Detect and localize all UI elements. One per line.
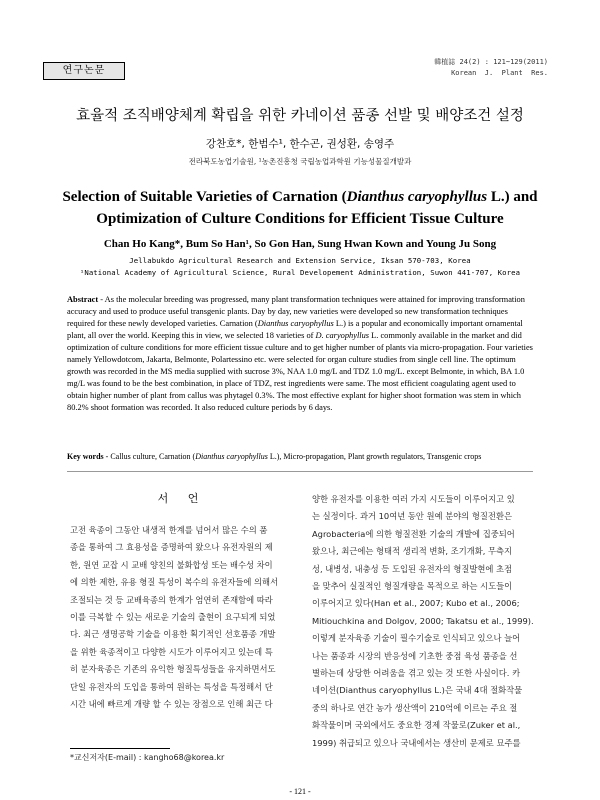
abstract-text-3: L. commonly available in the market and did optimization of culture conditions for more efficient tissue culture and to get higher number of plants via micro-propagation. Four varieties namely Yellowdotcom, Jakarta, Belmonte, Polartessino etc. were selected for organ culture studies from single cell line. The optimum growth was recorded in the MS media supplied with sucrose 3%, NAA 1.0 mg/L and TDZ 1.0 mg/L. except Belmonte, in which, BA 1.0 mg/L was found to be the best combination, in place of TDZ, rest ingredients were same. The most efficient coagulating agent used to obtain higher number of plant from callus was phytagel 0.3%. The most effective explant for higher shoot formation was stem in which 80.2% shoot formation was recorded. It also reduced culture periods by 6 days. (67, 331, 533, 412)
corresponding-author-footnote: *교신저자(E-mail) : kangho68@korea.kr (70, 753, 225, 762)
section-title: 서 언 (157, 492, 207, 505)
body-line: 별하는데 상당한 어려움을 겪고 있는 것 또한 사실이다. 카 (312, 668, 521, 679)
body-line: 히 분자육종은 기존의 유익한 형질특성들을 유지하면서도 (70, 664, 276, 675)
body-line: 단일 유전자의 도입을 통하여 원하는 특성을 특정해서 단 (70, 681, 273, 692)
body-line: 는 실정이다. 과거 10여년 동안 원예 분야의 형질전환은 (312, 511, 512, 522)
english-title (30, 186, 570, 230)
korean-title: 효율적 조직배양체계 확립을 위한 카네이션 품종 선발 및 배양조건 설정 (76, 108, 524, 124)
body-line: 나는 품종과 시장의 반응성에 기초한 중점 육성 품종을 선 (312, 650, 518, 661)
keywords (67, 451, 547, 463)
page-number: - 121 - (289, 787, 311, 796)
body-line: 중의 하나로 연간 농가 생산액이 210억에 이르는 주요 절 (312, 702, 518, 713)
english-title-part-1: Selection of Suitable Varieties of Carnation ( (62, 189, 347, 205)
body-line: Mitiouchkina and Dolgov, 2000; Takatsu et al., 1999). (312, 615, 534, 626)
body-line: 화작물이며 국외에서도 중요한 경제 작물로(Zuker et al., (312, 720, 521, 731)
english-title-species: Dianthus caryophyllus (346, 189, 488, 205)
article-type-tag: 연구논문 (43, 62, 125, 80)
body-line: 이루어지고 있다(Han et al., 2007; Kubo et al., 2006; (312, 598, 520, 609)
abstract-text-1: - As the molecular breeding was progressed, many plant transformation techniques were attained for improving transformation accuracy and used to produce useful transgenic plants. Day by day, new varieties were developed so new transformation techniques required for these newly developed varieties. Carnation ( (67, 295, 525, 328)
body-line: 1999) 취급되고 있으나 국내에서는 생산비 문제로 묘주를 (312, 737, 521, 748)
body-line: 에 의한 제한, 유용 형질 특성이 복수의 유전자들에 의해서 (70, 577, 279, 588)
keywords-text-2: L.), Micro-propagation, Plant growth regulators, Transgenic crops (267, 452, 482, 461)
body-line: 네이션(Dianthus caryophyllus L.)은 국내 4대 절화작물 (312, 685, 523, 696)
body-line: 종을 통하여 그 효용성을 증명하여 왔으나 유전자원의 제 (70, 542, 273, 553)
body-line: 다. 최근 생명공학 기술을 이용한 획기적인 선호품종 개발 (70, 629, 276, 640)
body-line: 을 맞추어 실질적인 형질개량을 목적으로 하는 시도들이 (312, 581, 513, 592)
body-line: 조절되는 것 등 교배육종의 한계가 엄연히 존재함에 따라 (70, 594, 273, 605)
body-line: 을 위한 육종적이고 다양한 시도가 이루어지고 있는데 특 (70, 646, 273, 657)
english-authors: Chan Ho Kang*, Bum So Han¹, So Gon Han, Sung Hwan Kown and Young Ju Song (103, 238, 497, 250)
keywords-species: Dianthus caryophyllus (195, 452, 268, 461)
abstract-species-1: Dianthus caryophyllus (257, 319, 334, 328)
abstract-species-2: D. caryophyllus (315, 331, 370, 340)
body-line: 성, 내병성, 내충성 등 도입된 유전자의 형질발현에 초점 (312, 563, 513, 574)
keywords-text-1: - Callus culture, Carnation ( (103, 452, 196, 461)
body-column-right (312, 491, 538, 752)
abstract-label: Abstract (67, 295, 99, 304)
affiliation-1: Jellabukdo Agricultural Research and Extension Service, Iksan 570-703, Korea (129, 256, 471, 265)
body-line: 양한 유전자를 이용한 여러 가지 시도들이 이루어지고 있 (312, 494, 515, 504)
korean-authors: 강찬호*, 한범수¹, 한수곤, 권성환, 송영주 (205, 138, 395, 150)
korean-affiliation: 전라북도농업기술원, ¹농촌진흥청 국립농업과학원 기능성물질개발과 (188, 157, 412, 166)
body-line: 한, 원연 교잡 시 교배 양친의 불화합성 또는 배수성 차이 (70, 559, 273, 570)
keywords-divider (67, 471, 533, 472)
footnote-divider (70, 748, 170, 749)
journal-line-1: 韓植誌 24(2) : 121~129(2011) (434, 58, 548, 66)
body-column-left (70, 522, 296, 713)
body-line: 이렇게 분자육종 기술이 필수기술로 인식되고 있으나 늘어 (312, 633, 521, 644)
journal-citation (434, 57, 548, 79)
keywords-label: Key words (67, 452, 104, 461)
english-affiliations (40, 255, 560, 279)
english-title-part-2: L.) and Optimization of Culture Conditions for Efficient Tissue Culture (96, 189, 538, 227)
journal-line-2: Korean J. Plant Res. (451, 69, 548, 77)
body-line: 고전 육종이 그동안 내생적 한계를 넘어서 많은 수의 품 (70, 525, 268, 535)
abstract (67, 294, 533, 414)
body-line: Agrobacteria에 의한 형질전환 기술의 개발에 집중되어 (312, 528, 515, 539)
affiliation-2: ¹National Academy of Agricultural Science, Rural Developement Administration, Suwon 441-707, Korea (79, 268, 521, 277)
body-line: 이를 극복할 수 있는 새로운 기술의 출현이 요구되게 되었 (70, 612, 276, 623)
abstract-text-2: L.) is a popular and economically important ornamental plant, all over the world. Keeping this in view, we selected 18 varieties of (67, 319, 523, 340)
body-line: 시간 내에 빠르게 개량 할 수 있는 장점으로 인해 최근 다 (70, 699, 273, 710)
body-line: 왔으나, 최근에는 형태적 생리적 변화, 조기개화, 무측지 (312, 546, 513, 557)
